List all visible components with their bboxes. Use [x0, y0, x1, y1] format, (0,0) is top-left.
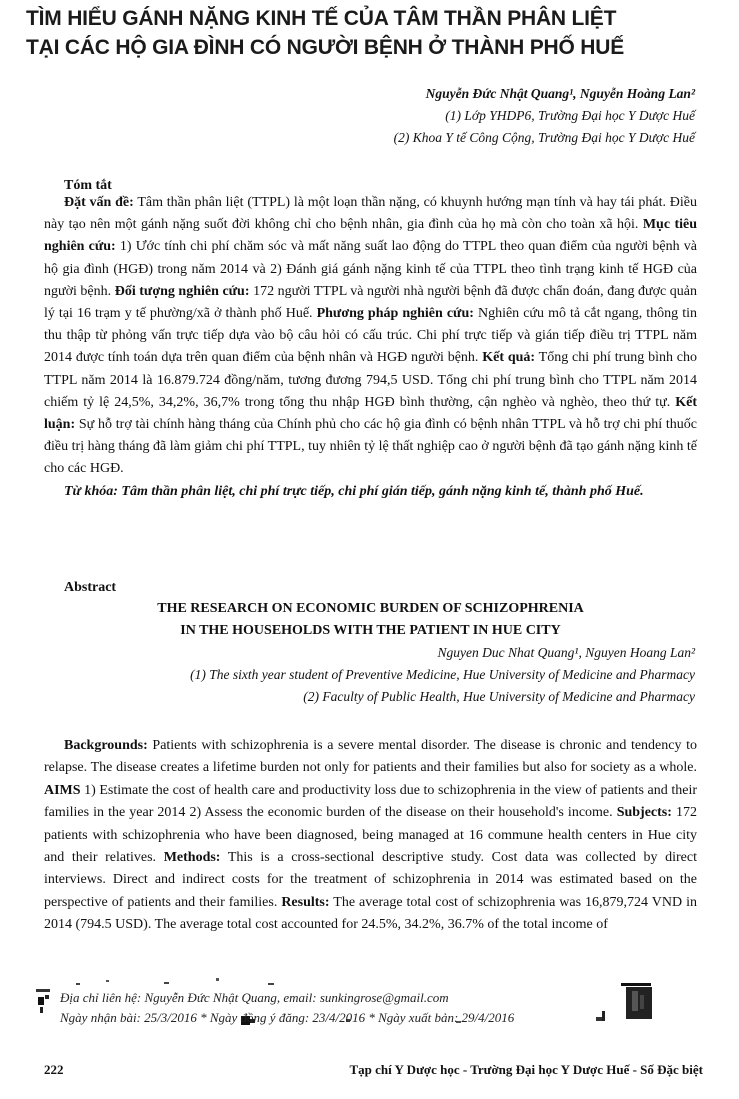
keywords-vn	[44, 481, 697, 503]
abstract-body-en	[44, 735, 697, 937]
article-title-en	[44, 598, 697, 642]
aim-label-vn: Mục tiêu nghiên cứu:	[44, 217, 698, 255]
aim-text-vn: 1) Ước tính chi phí chăm sóc và mất năng suất lao động do TTPL theo quan điểm của người bệnh và hộ gia đình (HGĐ) trong năm 2014 và 2) Đánh giá gánh nặng kinh tế của TTPL theo tình trạng kinh tế HGĐ của người bệnh.	[44, 239, 698, 299]
affiliation-2-en: (2) Faculty of Public Health, Hue University of Medicine and Pharmacy	[303, 689, 695, 704]
results-label-vn: Kết quả:	[478, 350, 536, 366]
contact-address: Địa chỉ liên hệ: Nguyễn Đức Nhật Quang, email: sunkingrose@gmail.com	[60, 990, 449, 1005]
author-names-en: Nguyen Duc Nhat Quang¹, Nguyen Hoang Lan²	[437, 645, 695, 660]
results-text-vn: Tổng chi phí trung bình cho TTPL năm 2014 là 16.879.724 đồng/năm, tương đương 794,5 USD. Tổng chi phí trung bình cho TTPL năm 2014 chiếm tỷ lệ 24,5%, 34,2%, 36,7% trong tổng thu nhập HGĐ bình thường, cận nghèo và nghèo, theo thứ tự.	[44, 350, 698, 410]
methods-label-en: Methods:	[156, 850, 221, 866]
summary-heading-vn: Tóm tắt	[64, 178, 112, 193]
methods-label-vn: Phương pháp nghiên cứu:	[312, 306, 474, 322]
background-label-en: Backgrounds:	[64, 738, 148, 753]
methods-text-vn: Nghiên cứu mô tả cắt ngang, thông tin thu thập từ phỏng vấn trực tiếp dựa vào bộ câu hỏi có cấu trúc. Chi phí trực tiếp và gián tiếp điều trị TTPL năm 2014 được tính toán dựa trên quan điểm của bệnh nhân và HGĐ người bệnh.	[44, 306, 697, 366]
subjects-label-en: Subjects:	[612, 805, 672, 821]
page-footer	[44, 1062, 703, 1082]
keywords-text-vn: Tâm thần phân liệt, chi phí trực tiếp, chi phí gián tiếp, gánh nặng kinh tế, thành phố Huế.	[117, 483, 644, 499]
abstract-paragraph-en	[44, 735, 697, 937]
abstract-heading: Abstract	[64, 580, 117, 595]
conclusion-text-vn: Sự hỗ trợ tài chính hàng tháng của Chính phủ cho các hộ gia đình có bệnh nhân TTPL và hỗ trợ chi phí thuốc điều trị hàng tháng đã làm giảm chi phí TTPL, tuy nhiên tỷ lệ thất nghiệp cao ở người bệnh đã tạo gánh nặng kinh tế cho các HGĐ.	[44, 417, 697, 477]
subjects-text-vn: 172 người TTPL và người nhà người bệnh đã được chẩn đoán, đang được quản lý tại 16 trạm y tế phường/xã ở thành phố Huế.	[44, 283, 697, 322]
affiliation-1-vn: (1) Lớp YHDP6, Trường Đại học Y Dược Huế	[445, 108, 695, 123]
authors-en	[190, 642, 695, 708]
summary-paragraph-vn	[44, 192, 697, 481]
publication-dates: Ngày nhận bài: 25/3/2016 * Ngày đồng ý đăng: 23/4/2016 * Ngày xuất bản: 29/4/2016	[60, 1010, 515, 1025]
page-number: 222	[44, 1062, 64, 1077]
title-line-1: TÌM HIỂU GÁNH NẶNG KINH TẾ CỦA TÂM THẦN PHÂN LIỆT	[26, 7, 617, 30]
journal-name: Tạp chí Y Dược học - Trường Đại học Y Dược Huế - Số Đặc biệt	[349, 1062, 703, 1077]
affiliation-1-en: (1) The sixth year student of Preventive Medicine, Hue University of Medicine and Pharmacy	[190, 667, 695, 682]
results-label-en: Results:	[277, 894, 330, 910]
title-line-2: TẠI CÁC HỘ GIA ĐÌNH CÓ NGƯỜI BỆNH Ở THÀNH PHỐ HUẾ	[26, 36, 625, 59]
summary-body-vn	[44, 192, 697, 503]
background-text-en: Patients with schizophrenia is a severe mental disorder. The disease is chronic and tendency to relapse. The disease creates a lifetime burden not only for patients and their families but also for society as a whole.	[44, 738, 697, 776]
aims-text-en: 1) Estimate the cost of health care and productivity loss due to schizophrenia in the view of patients and their families in the year 2014 2) Assess the economic burden of the disease on their household's income.	[44, 782, 697, 821]
conclusion-label-vn: Kết luận:	[44, 394, 697, 433]
authors-vn	[394, 83, 695, 149]
results-text-en: The average total cost of schizophrenia was 16,879,724 VND in 2014 (794.5 USD). The average total cost accounted for 24.5%, 34.2%, 36.7% of the total income of	[44, 894, 697, 933]
methods-text-en: This is a cross-sectional descriptive study. Cost data was collected by direct interviews. Direct and indirect costs for the treatment of schizophrenia in 2014 was estimated based on the perspective of patients and their families.	[44, 850, 698, 910]
subjects-text-en: 172 patients with schizophrenia who have been diagnosed, being managed at 16 commune health centers in Hue city and their relatives.	[44, 805, 697, 866]
article-title-vn	[26, 4, 716, 62]
footnote	[60, 988, 514, 1028]
subjects-label-vn: Đối tượng nghiên cứu:	[111, 283, 250, 299]
aims-label-en: AIMS	[44, 782, 81, 798]
keywords-label-vn: Từ khóa:	[64, 483, 118, 499]
affiliation-2-vn: (2) Khoa Y tế Công Cộng, Trường Đại học Y Dược Huế	[393, 130, 695, 145]
title-en-line-2: IN THE HOUSEHOLDS WITH THE PATIENT IN HUE CITY	[180, 623, 561, 638]
title-en-line-1: THE RESEARCH ON ECONOMIC BURDEN OF SCHIZOPHRENIA	[157, 601, 584, 616]
background-text-vn: Tâm thần phân liệt (TTPL) là một loạn thần nặng, có khuynh hướng mạn tính và hay tái phát. Điều này tạo nên một gánh nặng suốt đời không chỉ cho bệnh nhân, gia đình của họ mà còn cho toàn xã hội.	[44, 195, 697, 233]
author-names-vn: Nguyễn Đức Nhật Quang¹, Nguyễn Hoàng Lan²	[425, 86, 695, 101]
background-label-vn: Đặt vấn đề:	[64, 195, 134, 210]
